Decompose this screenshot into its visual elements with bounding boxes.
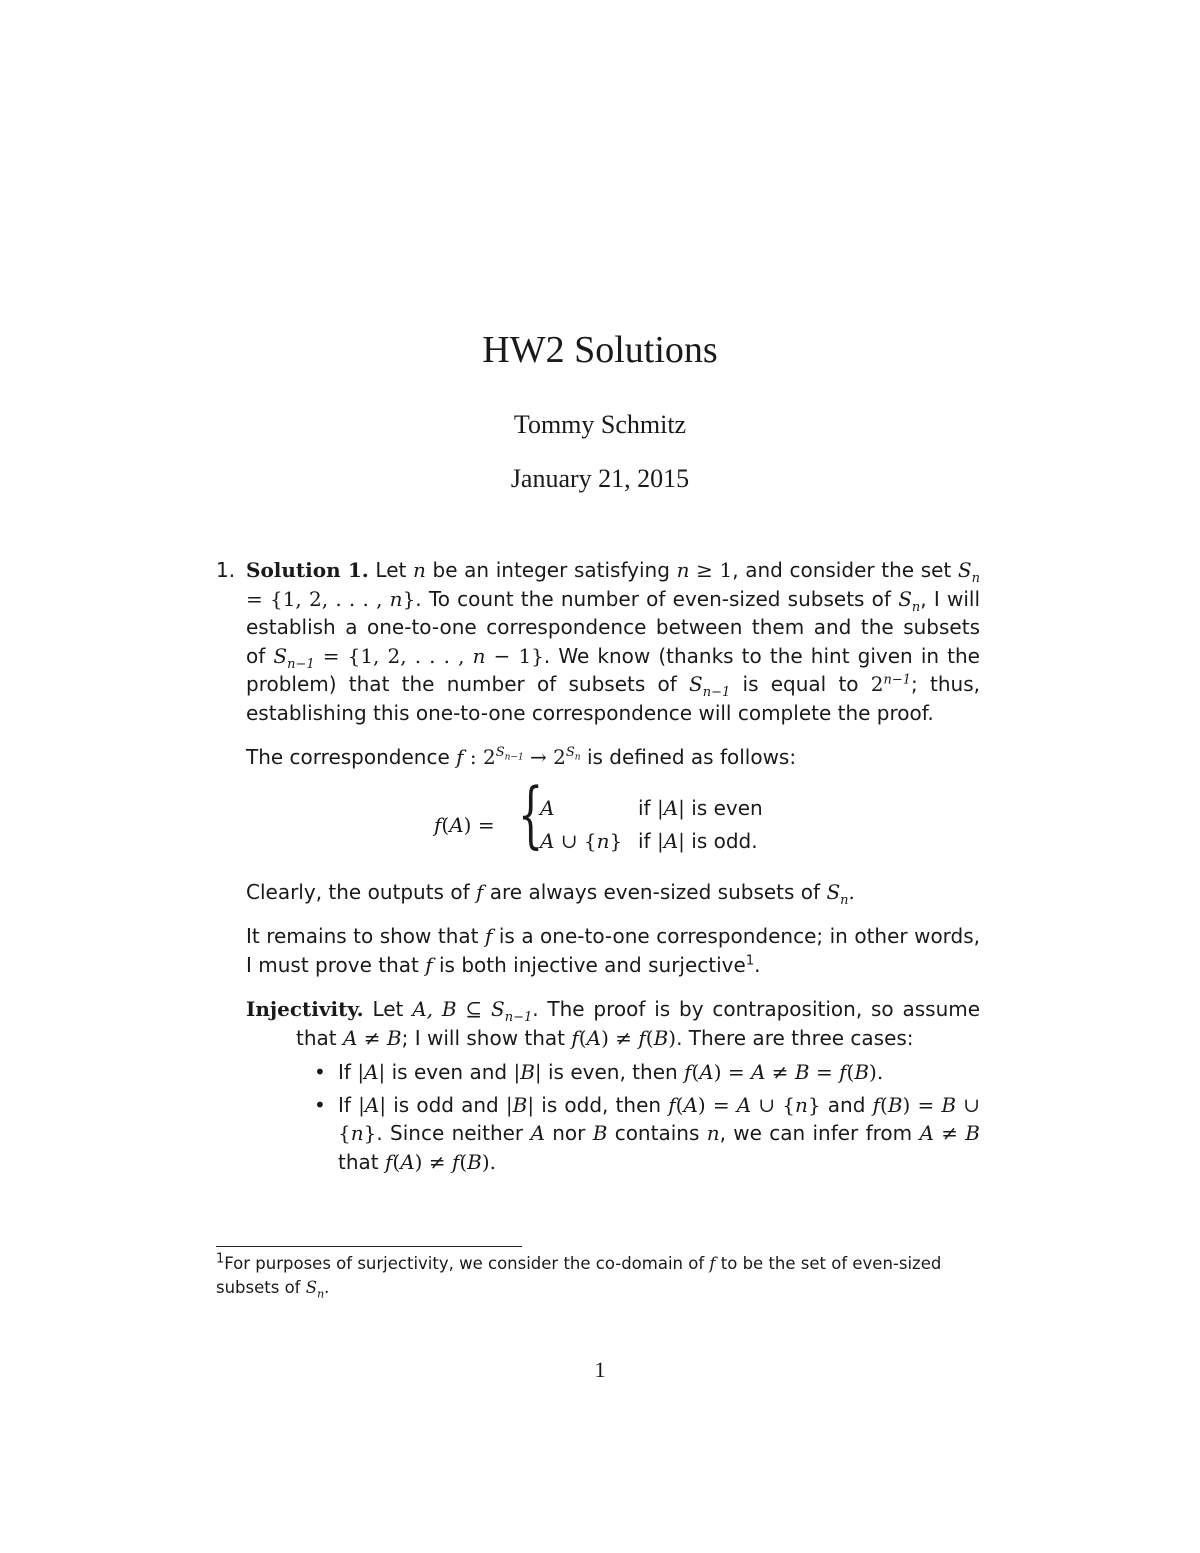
footnote-marker: 1 (745, 952, 755, 968)
text: is odd, then (541, 1092, 662, 1117)
cases-list (246, 1058, 980, 1176)
text: The correspondence (246, 745, 450, 769)
injectivity-heading: Injectivity. (246, 997, 364, 1021)
text: Clearly, the outputs of (246, 879, 470, 904)
math: f(A) ≠ f(B) (571, 1025, 677, 1050)
list-item (338, 1058, 980, 1087)
text: ; thus, establishing this one-to-one correspondence will complete the proof. (246, 672, 980, 725)
text: , I will establish a one-to-one correspondence between them and the subsets of (246, 586, 981, 668)
math: f(A) ≠ f(B). (384, 1149, 497, 1174)
text: ; I will show that (401, 1025, 566, 1050)
brace-icon: { (518, 771, 544, 856)
text: , we can infer from (719, 1121, 913, 1145)
text: nor (552, 1121, 586, 1145)
text: and (827, 1092, 866, 1117)
text: that (338, 1149, 379, 1174)
math: B (592, 1121, 608, 1145)
math: f (425, 952, 433, 977)
math: $S_n = \{1$, 2, . . . , n} (246, 558, 980, 611)
text: is a one-to-one correspondence; in other words, I must prove that (246, 924, 981, 977)
math: $S_n$ (898, 586, 921, 615)
footnote-rule (216, 1246, 522, 1247)
text: to be the set of even-sized subsets of (216, 1254, 942, 1297)
math: f (484, 924, 493, 948)
math: A, B ⊆ $S_{n-1}$ (412, 997, 533, 1025)
footnote (216, 1252, 980, 1300)
math: A ≠ B (919, 1121, 980, 1145)
math: |B| (513, 1060, 542, 1084)
piecewise-definition (246, 771, 980, 862)
case-1-condition: if |A| is even (638, 795, 763, 820)
solution-body (216, 556, 981, 1180)
math: f : $2^{S_{n-1}} \to 2^{S_n}$ (456, 745, 581, 769)
text: . To count the number of even-sized subsets of (415, 586, 891, 611)
case-1-value: A (540, 795, 555, 820)
case-2-value: A ∪ {n} (540, 828, 623, 853)
item-number: 1. (216, 558, 236, 582)
math: |A| (357, 1060, 386, 1084)
math: f (475, 879, 484, 904)
text: If (338, 1092, 351, 1117)
document-title: HW2 Solutions (482, 329, 718, 371)
math: $S_{n-1} = \{1$, 2, . . . , n − 1} (273, 643, 544, 672)
text: . We know (thanks to the hint given in the problem) that the number of subsets of (246, 643, 980, 696)
text: For purposes of surjectivity, we consider the co-domain of (224, 1254, 705, 1273)
math: f(B) = B ∪ {n} (338, 1092, 981, 1145)
text: . There are three cases: (676, 1025, 914, 1050)
text: It remains to show that (246, 924, 479, 948)
text: is both injective and surjective (439, 952, 746, 977)
paragraph-2 (246, 743, 980, 772)
text: . The proof is by contraposition, so assume that (296, 997, 981, 1050)
solution-heading: Solution 1. (246, 558, 369, 582)
math: n ≥ 1 (676, 558, 733, 582)
math: |A| (358, 1092, 387, 1117)
injectivity-section (246, 995, 980, 1052)
text: is defined as follows: (586, 745, 797, 769)
case-2-condition: if |A| is odd. (638, 828, 758, 853)
math: $2^{n-1}$ (870, 672, 912, 696)
text: are always even-sized subsets of (489, 879, 821, 904)
document-date: January 21, 2015 (510, 464, 690, 493)
math: f(A) = A ∪ {n} (668, 1092, 821, 1117)
text: Let (375, 558, 407, 582)
math: $S_{n-1}$ (689, 672, 731, 700)
paragraph-4: It remains to show that f is a one-to-one correspondence; in other words, I must prove that f is both injective and surjective$^1$. (246, 924, 981, 977)
math: $S_n$. (826, 879, 855, 908)
math: A (530, 1121, 545, 1145)
text: contains (614, 1121, 700, 1145)
page-number: 1 (594, 1357, 606, 1382)
text: , and consider the set (732, 558, 952, 582)
math: f(A) = A ≠ B = f(B). (684, 1060, 884, 1084)
footnote-number: 1 (216, 1251, 225, 1267)
paragraph-1 (246, 556, 980, 727)
math: n (706, 1121, 720, 1145)
document-author: Tommy Schmitz (513, 410, 687, 439)
math: f (709, 1254, 716, 1273)
paragraph-3 (246, 878, 980, 907)
piecewise-lhs: f(A) = (434, 812, 495, 837)
math: |B| (505, 1092, 535, 1117)
math: n (412, 558, 426, 582)
text: . Since neither (376, 1121, 524, 1145)
text: If (338, 1060, 351, 1084)
text: Let (372, 997, 404, 1021)
list-item (338, 1091, 980, 1177)
math: $S_n$. (305, 1278, 330, 1301)
text: is equal to (742, 672, 859, 696)
text: is even and (391, 1060, 508, 1084)
text: be an integer satisfying (432, 558, 670, 582)
math: A ≠ B (342, 1025, 402, 1050)
text: is odd and (393, 1092, 499, 1117)
text: is even, then (548, 1060, 678, 1084)
